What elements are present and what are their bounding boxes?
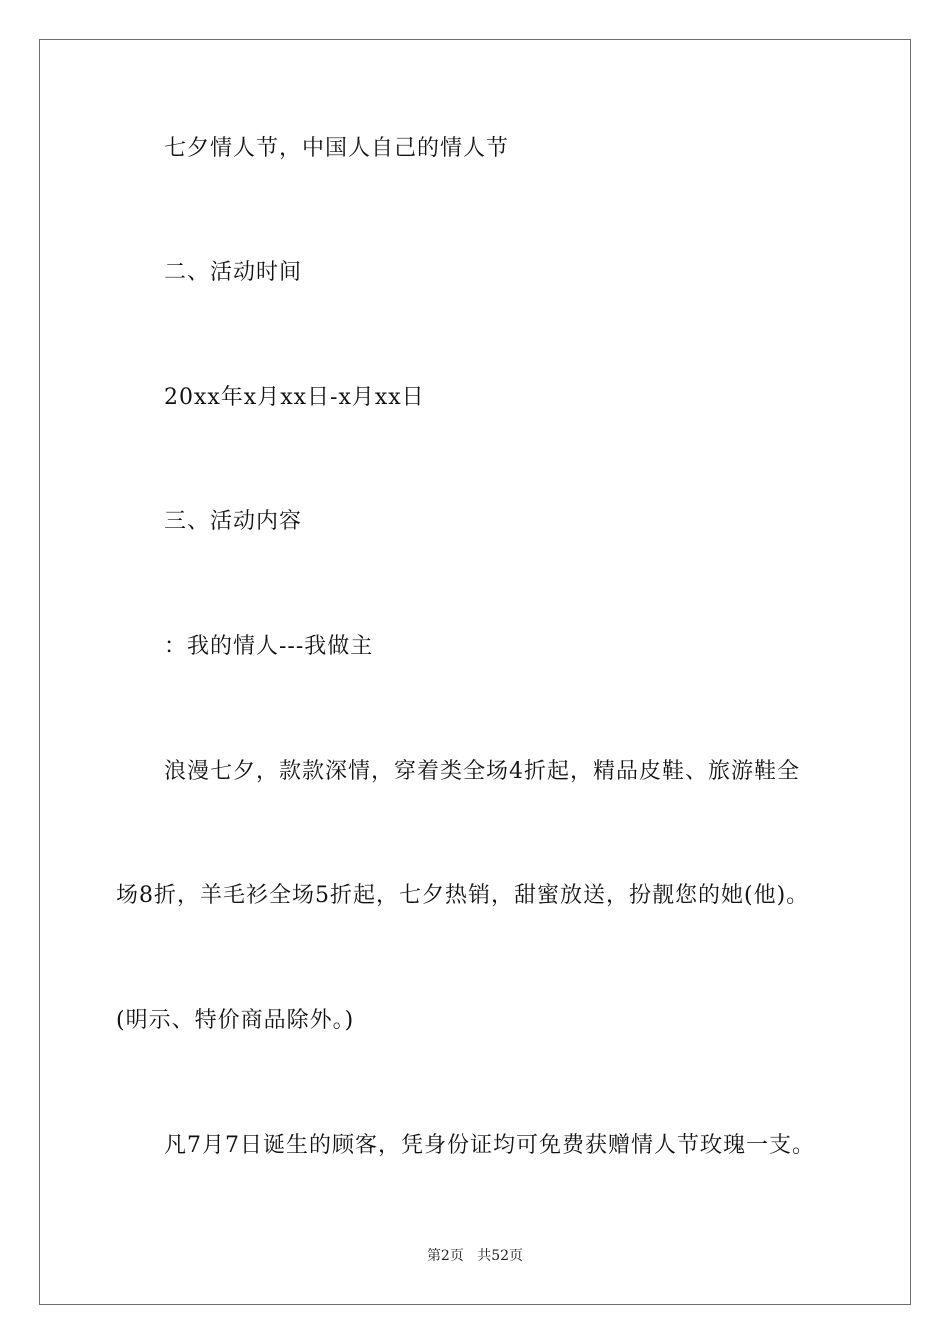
- paragraph-exception-note: (明示、特价商品除外。): [116, 1008, 355, 1033]
- paragraph-activity-dates: 20xx年x月xx日-x月xx日: [164, 385, 425, 410]
- heading-activity-content: 三、活动内容: [164, 509, 303, 534]
- heading-activity-time: 二、活动时间: [164, 260, 303, 285]
- page-total: 共52页: [477, 1248, 524, 1264]
- page-number: 第2页: [426, 1248, 464, 1264]
- page-footer: [0, 1246, 950, 1266]
- paragraph-discount-line-1: 浪漫七夕，款款深情，穿着类全场4折起，精品皮鞋、旅游鞋全: [164, 759, 800, 784]
- paragraph-birthday-gift: 凡7月7日诞生的顾客，凭身份证均可免费获赠情人节玫瑰一支。: [164, 1133, 815, 1158]
- page-border: [39, 39, 911, 1305]
- paragraph-theme: ：我的情人---我做主: [164, 634, 374, 659]
- paragraph-festival-title: 七夕情人节，中国人自己的情人节: [164, 136, 510, 161]
- paragraph-discount-line-2: 场8折，羊毛衫全场5折起，七夕热销，甜蜜放送，扮靓您的她(他)。: [116, 883, 810, 908]
